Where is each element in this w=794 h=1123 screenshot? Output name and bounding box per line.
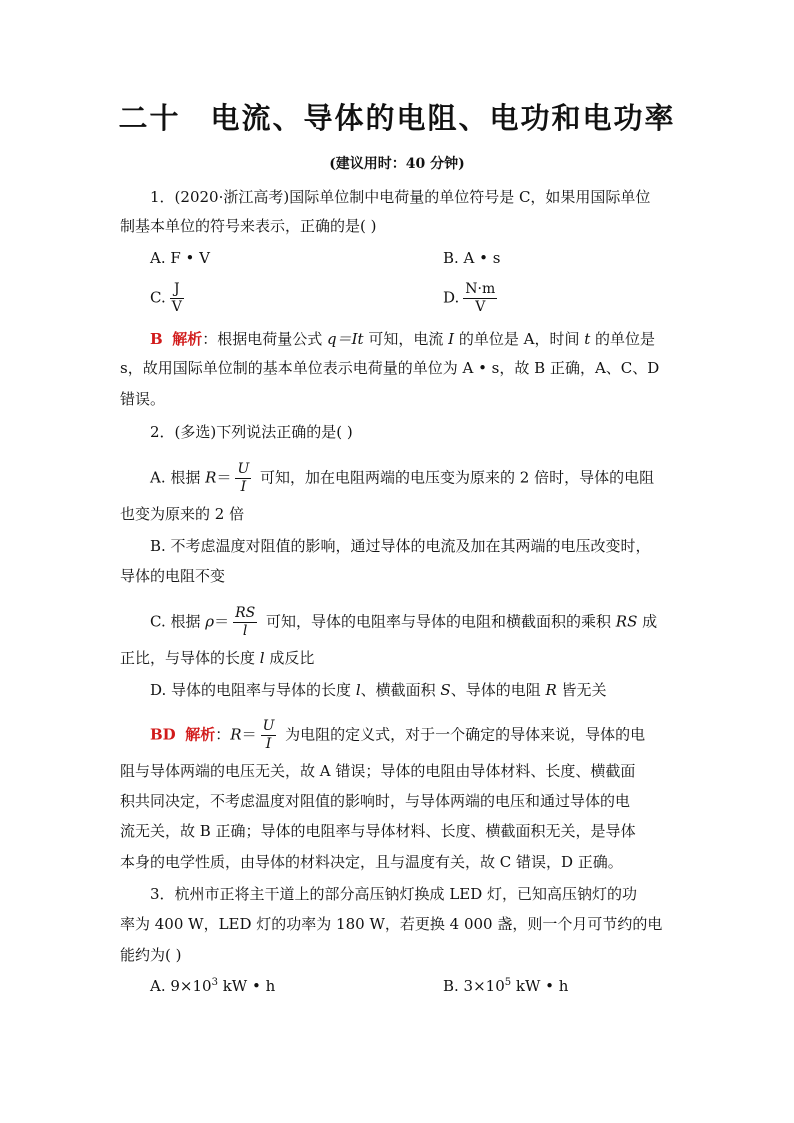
q2-option-c-line2: 正比，与导体的长度 l 成反比 [120, 649, 315, 667]
q3-stem-line2: 率为 400 W，LED 灯的功率为 180 W，若更换 4 000 盏，则一个月可节约的电 [120, 915, 663, 933]
q3-option-b: B. $3\times 10^5$ kW • h [443, 977, 569, 995]
q1-option-d: D. $\frac{N\cdot m}{V}$ [443, 281, 496, 315]
q2-answer: BD [150, 725, 176, 744]
q1-explanation-line1: B 解析：根据电荷量公式 q＝It 可知，电流 I 的单位是 A，时间 t 的单位是 [150, 330, 656, 348]
q1-explanation-line2: s，故用国际单位制的基本单位表示电荷量的单位为 A • s，故 B 正确，A、C、D [120, 359, 660, 377]
suggested-time: (建议用时：40 分钟) [329, 156, 465, 172]
q1-option-b: B. A • s [443, 249, 501, 267]
q2-stem: 2．(多选)下列说法正确的是( ) [150, 423, 353, 441]
q2-option-b-line2: 导体的电阻不变 [120, 567, 226, 585]
q2-option-c-fraction: $\frac{RS}{l}$ [235, 605, 256, 639]
q2-analysis-label: 解析 [185, 725, 216, 744]
q2-option-a-line2: 也变为原来的 2 倍 [120, 505, 245, 523]
q2-explanation-line1: BD 解析：R＝ $\frac{U}{I}$ 为电阻的定义式，对于一个确定的导体来说，导体的电 [150, 718, 646, 752]
q3-stem-line3: 能约为( ) [120, 946, 182, 964]
chapter-number: 二十 [118, 101, 181, 135]
q2-option-a-fraction: $\frac{U}{I}$ [237, 461, 250, 495]
q2-explanation-fraction: $\frac{U}{I}$ [262, 718, 275, 752]
q1-stem-line2: 制基本单位的符号来表示，正确的是( ) [120, 217, 377, 235]
q2-explanation-line4: 流无关，故 B 正确；导体的电阻率与导体材料、长度、横截面积无关，是导体 [120, 822, 636, 840]
q2-explanation-line3: 积共同决定，不考虑温度对阻值的影响时，与导体两端的电压和通过导体的电 [120, 792, 631, 810]
q2-option-a-line1: A. 根据 R＝ $\frac{U}{I}$ 可知，加在电阻两端的电压变为原来的 2 倍时，导体的电阻 [150, 461, 655, 495]
chapter-title: 电流、导体的电阻、电功和电功率 [210, 101, 676, 135]
q1-answer: B [150, 330, 163, 348]
q2-explanation-line2: 阻与导体两端的电压无关，故 A 错误；导体的电阻由导体材料、长度、横截面 [120, 762, 636, 780]
q2-explanation-line5: 本身的电学性质，由导体的材料决定，且与温度有关，故 C 错误，D 正确。 [120, 853, 623, 871]
q2-option-d: D. 导体的电阻率与导体的长度 l、横截面积 S、导体的电阻 R 皆无关 [150, 681, 607, 699]
q2-option-b-line1: B. 不考虑温度对阻值的影响，通过导体的电流及加在其两端的电压改变时， [150, 537, 651, 555]
q2-option-c-line1: C. 根据 ρ＝ $\frac{RS}{l}$ 可知，导体的电阻率与导体的电阻和横截面积的乘积 RS 成 [150, 605, 658, 639]
q1-option-c: C. $\frac{J}{V}$ [150, 281, 182, 315]
q1-option-a: A. F • V [150, 249, 210, 267]
q1-explanation-line3: 错误。 [120, 390, 166, 408]
q1-option-d-fraction: $\frac{N\cdot m}{V}$ [465, 281, 496, 315]
page-title [0, 96, 794, 137]
q3-stem-line1: 3．杭州市正将主干道上的部分高压钠灯换成 LED 灯，已知高压钠灯的功 [150, 885, 638, 903]
q3-option-a: A. $9\times 10^3$ kW • h [150, 977, 276, 995]
q1-stem-line1: 1．(2020·浙江高考)国际单位制中电荷量的单位符号是 C，如果用国际单位 [150, 188, 651, 206]
q1-option-c-fraction: $\frac{J}{V}$ [171, 281, 182, 315]
q1-analysis-label: 解析 [172, 330, 203, 348]
